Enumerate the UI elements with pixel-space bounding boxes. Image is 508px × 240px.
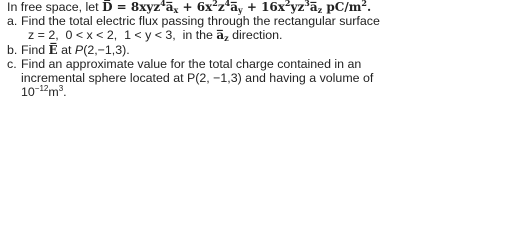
d-field-expression: D̅ = $8xyz^4a̅_x$ + $6x^2z^4a̅_y$ + $16x^2yz^3a̅_z$ $pC/m^2$. — [102, 0, 372, 15]
intro-text: In free space, let — [7, 0, 103, 14]
part-a-marker: a. — [7, 14, 18, 29]
problem-text — [7, 0, 503, 99]
part-b — [7, 43, 503, 57]
part-c-marker: c. — [7, 56, 17, 71]
problem-intro — [7, 0, 503, 14]
part-c-line2: incremental sphere located at P(2, −1,3) and having a volume of — [21, 70, 374, 85]
part-a-line2: z = 2, 0 < x < 2, 1 < y < 3, in the $a̅_z$ direction. — [28, 28, 283, 44]
part-b-marker: b. — [7, 42, 18, 57]
part-c-line1: Find an approximate value for the total charge contained in an — [21, 56, 362, 71]
part-c-line3: $10^{-12}m^3$. — [21, 84, 67, 100]
part-b-line1: Find E̅ at P(2,−1,3). — [21, 42, 130, 57]
part-a — [7, 14, 503, 42]
part-c — [7, 57, 503, 100]
part-a-line1: Find the total electric flux passing through the rectangular surface — [21, 14, 380, 29]
